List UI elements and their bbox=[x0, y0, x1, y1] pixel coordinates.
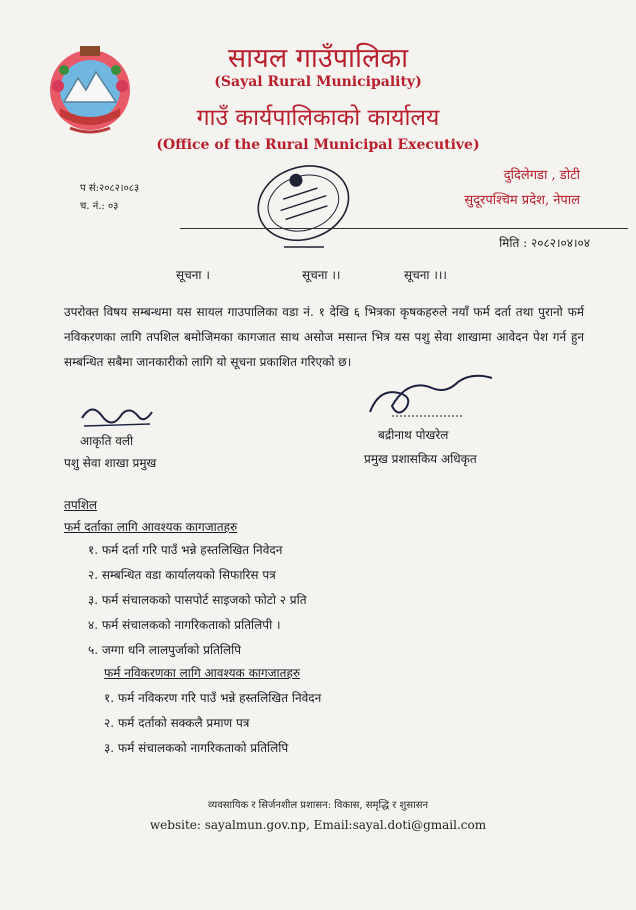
header-divider bbox=[180, 228, 628, 229]
letter-date: मिति : २०८२।०४।०४ bbox=[499, 236, 590, 250]
registration-document-item: ५. जग्गा धनि लालपुर्जाको प्रतिलिपि bbox=[88, 643, 242, 657]
reference-number: प सं:२०८२।०८३ bbox=[80, 183, 140, 194]
left-signatory-name: आकृति वली bbox=[80, 434, 134, 448]
notice-heading-3: सूचना ।।। bbox=[404, 268, 447, 282]
right-signatory-name: बद्रीनाथ पोखरेल bbox=[378, 428, 449, 442]
renewal-document-item: २. फर्म दर्ताको सक्कलै प्रमाण पत्र bbox=[104, 716, 250, 730]
registration-document-item: २. सम्बन्धित वडा कार्यालयको सिफारिस पत्र bbox=[88, 568, 276, 582]
appendix-heading: तपशिल bbox=[64, 498, 98, 512]
renewal-document-item: ३. फर्म संचालकको नागरिकताको प्रतिलिपि bbox=[104, 741, 289, 755]
right-signature bbox=[362, 368, 502, 422]
address-line-2: सुदूरपश्चिम प्रदेश, नेपाल bbox=[464, 193, 580, 208]
registration-document-item: १. फर्म दर्ता गरि पाउँ भन्ने हस्तलिखित निवेदन bbox=[88, 543, 283, 557]
left-signature bbox=[78, 398, 158, 432]
notice-body: उपरोक्त विषय सम्बन्धमा यस सायल गाउपालिका वडा नं. १ देखि ६ भित्रका कृषकहरुले नयाँ फर्म दर्ता तथा पुरानो फर्म नविकरणका लागि तपशिल बमोजिमका कागजात साथ असोज मसान्त भित्र यस पशु सेवा शाखामा आवेदन पेश गर्न हुन सम्बन्धित सबैमा जानकारीको लागि यो सूचना प्रकाशित गरिएको छ। bbox=[64, 305, 584, 369]
notice-heading-2: सूचना ।। bbox=[302, 268, 341, 282]
notice-heading-1: सूचना । bbox=[176, 268, 210, 282]
registration-documents-heading: फर्म दर्ताका लागि आवश्यक कागजातहरु bbox=[64, 520, 238, 534]
office-stamp bbox=[244, 155, 364, 255]
footer-contact: website: sayalmun.gov.np, Email:sayal.doti@gmail.com bbox=[149, 818, 487, 832]
municipality-title-nepali: सायल गाउँपालिका bbox=[227, 43, 409, 74]
address-line-1: दुदिलेगडा , डोटी bbox=[503, 168, 580, 183]
right-signatory-title: प्रमुख प्रशासकिय अधिकृत bbox=[364, 452, 477, 466]
renewal-document-item: १. फर्म नविकरण गरि पाउँ भन्ने हस्तलिखित निवेदन bbox=[104, 691, 322, 705]
registration-document-item: ३. फर्म संचालकको पासपोर्ट साइजको फोटो २ प्रति bbox=[88, 593, 307, 607]
left-signatory-title: पशु सेवा शाखा प्रमुख bbox=[64, 456, 157, 470]
municipality-title-english: (Sayal Rural Municipality) bbox=[214, 74, 422, 90]
office-title-nepali: गाउँ कार्यपालिकाको कार्यालय bbox=[196, 105, 440, 131]
registration-document-item: ४. फर्म संचालकको नागरिकताको प्रतिलिपी । bbox=[88, 618, 281, 632]
renewal-documents-heading: फर्म नविकरणका लागि आवश्यक कागजातहरु bbox=[104, 666, 301, 680]
municipality-logo bbox=[40, 38, 140, 138]
dispatch-number: च. नं.: ०३ bbox=[80, 201, 119, 212]
office-title-english: (Office of the Rural Municipal Executive) bbox=[156, 137, 480, 153]
footer-slogan: व्यवसायिक र सिर्जनशील प्रशासन: विकास, समृद्धि र शुसासन bbox=[207, 800, 429, 811]
